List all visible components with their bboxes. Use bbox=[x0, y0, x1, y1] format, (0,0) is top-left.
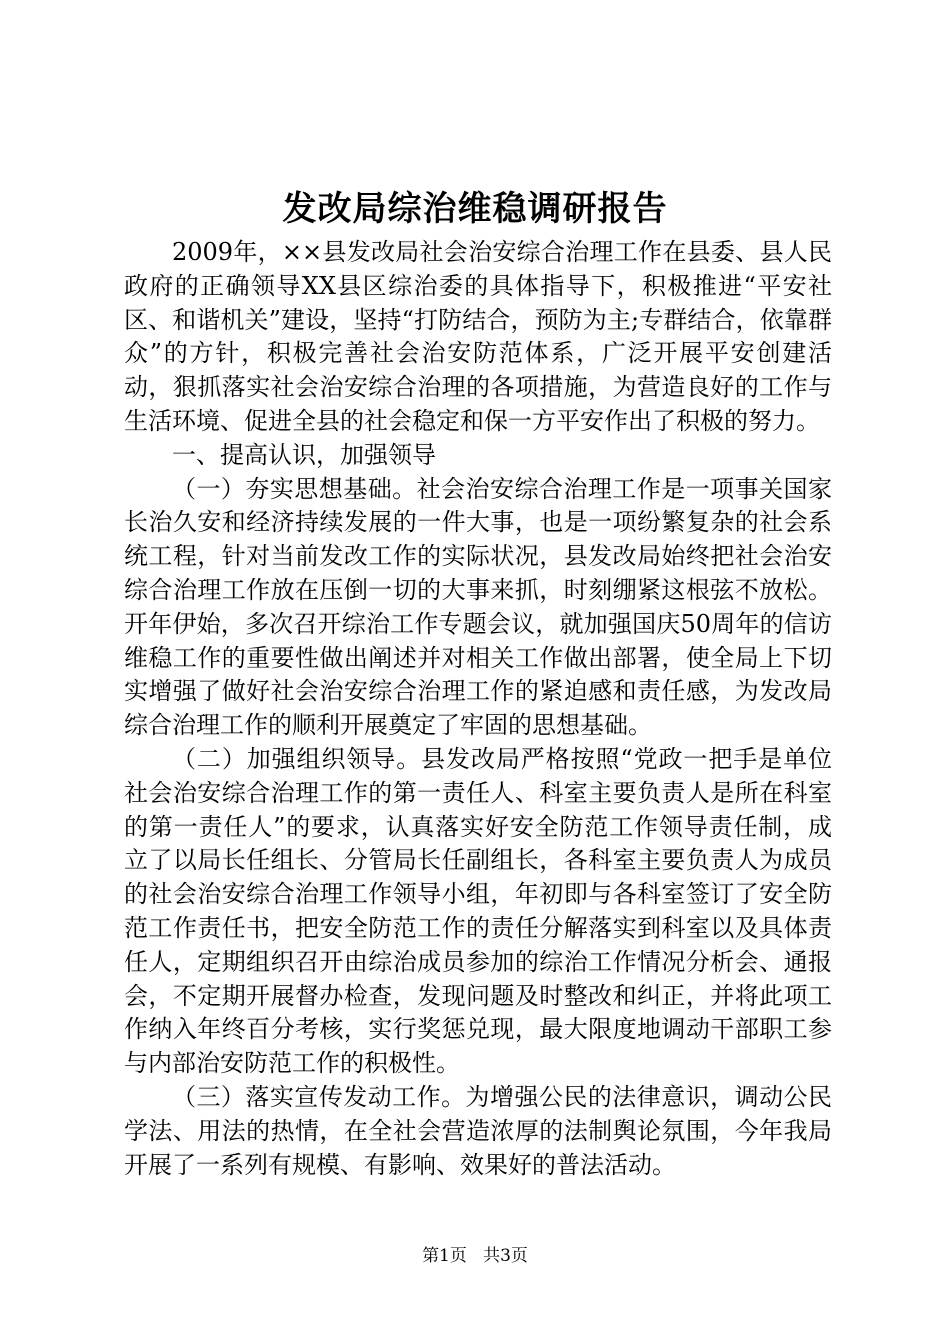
paragraph-sub-1: （一）夯实思想基础。社会治安综合治理工作是一项事关国家长治久安和经济持续发展的一件大事，也是一项纷繁复杂的社会系统工程，针对当前发改工作的实际状况，县发改局始终把社会治安综合治理工作放在压倒一切的大事来抓，时刻绷紧这根弦不放松。开年伊始，多次召开综治工作专题会议，就加强国庆50周年的信访维稳工作的重要性做出阐述并对相关工作做出部署，使全局上下切实增强了做好社会治安综合治理工作的紧迫感和责任感，为发改局综合治理工作的顺利开展奠定了牢固的思想基础。 bbox=[124, 474, 832, 740]
intro-paragraph: 2009年，××县发改局社会治安综合治理工作在县委、县人民政府的正确领导XX县区综治委的具体指导下，积极推进“平安社区、和谐机关”建设，坚持“打防结合，预防为主;专群结合，依靠群众”的方针，积极完善社会治安防范体系，广泛开展平安创建活动，狠抓落实社会治安综合治理的各项措施，为营造良好的工作与生活环境、促进全县的社会稳定和保一方平安作出了积极的努力。 bbox=[124, 238, 832, 435]
paragraph-sub-2: （二）加强组织领导。县发改局严格按照“党政一把手是单位社会治安综合治理工作的第一责任人、科室主要负责人是所在科室的第一责任人”的要求，认真落实好安全防范工作领导责任制，成立了以局长任组长、分管局长任副组长，各科室主要负责人为成员的社会治安综合治理工作领导小组，年初即与各科室签订了安全防范工作责任书，把安全防范工作的责任分解落实到科室以及具体责任人，定期组织召开由综治成员参加的综治工作情况分析会、通报会，不定期开展督办检查，发现问题及时整改和纠正，并将此项工作纳入年终百分考核，实行奖惩兑现，最大限度地调动干部职工参与内部治安防范工作的积极性。 bbox=[124, 744, 832, 1078]
document-body bbox=[124, 236, 832, 1182]
document-title: 发改局综治维稳调研报告 bbox=[282, 189, 668, 229]
page-number: 第1页 bbox=[422, 1246, 467, 1266]
page-footer bbox=[0, 1244, 950, 1268]
page-separator bbox=[472, 1246, 477, 1266]
page-total: 共3页 bbox=[483, 1246, 528, 1266]
paragraph-sub-3: （三）落实宣传发动工作。为增强公民的法律意识，调动公民学法、用法的热情，在全社会营造浓厚的法制舆论氛围，今年我局开展了一系列有规模、有影响、效果好的普法活动。 bbox=[124, 1082, 832, 1179]
section-heading-1: 一、提高认识，加强领导 bbox=[172, 440, 436, 469]
